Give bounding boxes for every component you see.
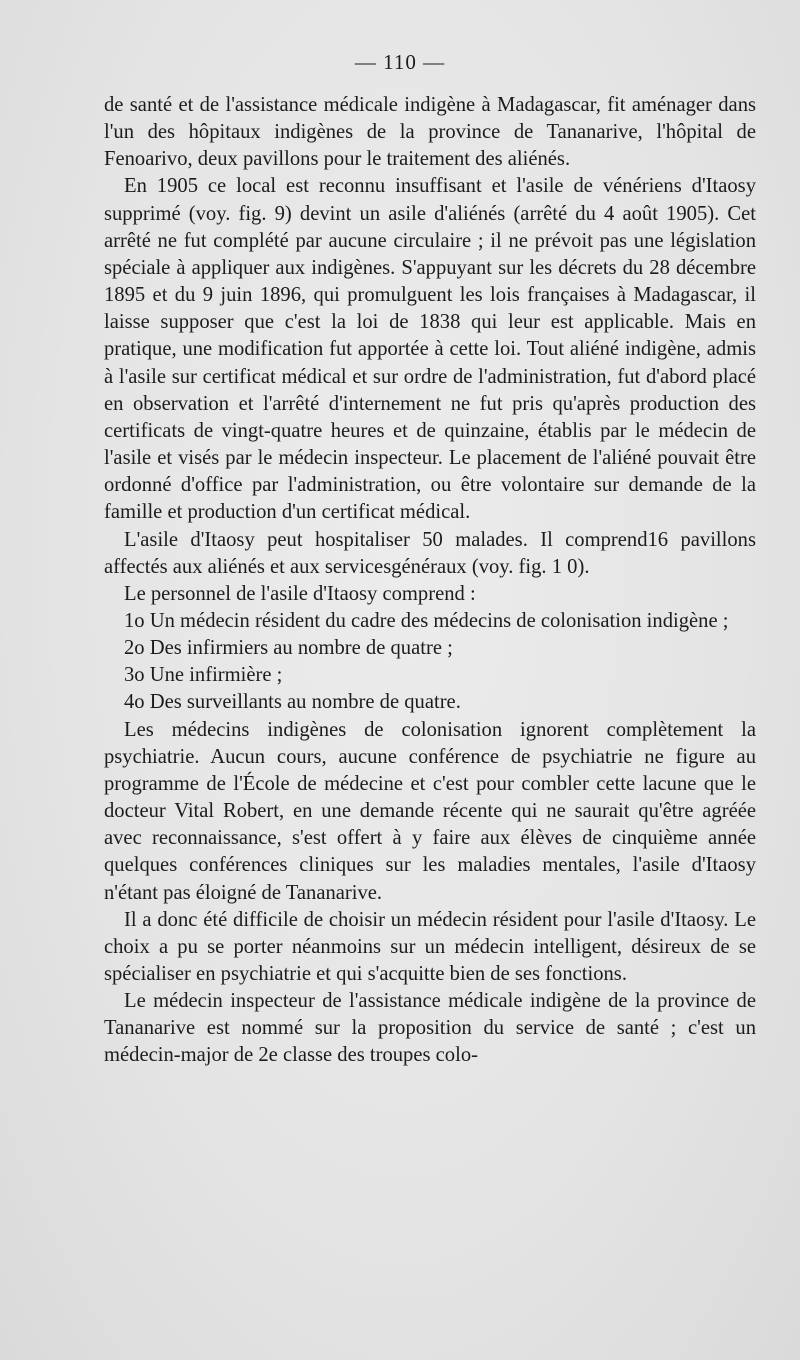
list-item: 2o Des infirmiers au nombre de quatre ; — [124, 637, 453, 660]
paragraph-psychiatry-training: Les médecins indigènes de colonisation ignorent complètement la psychiatrie. Aucun cours, aucune conférence de psychiatrie ne figure au programme de l'École de médecine et c'est pour combler cette lacune que le docteur Vital Robert, en une demande récente qui ne saurait qu'être agréée avec reconnaissance, s'est offert à y faire aux élèves de cinquième année quelques conférences cliniques sur les maladies mentales, l'asile d'Itaosy n'étant pas éloigné de Tananarive. — [104, 718, 756, 904]
body-text — [104, 92, 756, 1070]
staff-list — [104, 608, 756, 717]
list-item: 1o Un médecin résident du cadre des médecins de colonisation indigène ; — [124, 609, 729, 632]
list-item: 4o Des surveillants au nombre de quatre. — [124, 691, 461, 714]
paragraph-inspector: Le médecin inspecteur de l'assistance médicale indigène de la province de Tananarive est nommé sur la proposition du service de santé ; c'est un médecin-major de 2e classe des troupes colo- — [104, 990, 756, 1067]
paragraph-staff-intro: Le personnel de l'asile d'Itaosy comprend : — [124, 582, 476, 605]
paragraph-1905-asylum: En 1905 ce local est reconnu insuffisant et l'asile de vénériens d'Itaosy supprimé (voy. fig. 9) devint un asile d'aliénés (arrêté du 4 août 1905). Cet arrêté ne fut complété par aucune circulaire ; il ne prévoit pas une législation spéciale à appliquer aux indigènes. S'appuyant sur les décrets du 28 décembre 1895 et du 9 juin 1896, qui promulguent les lois françaises à Madagascar, il laisse supposer que c'est la loi de 1838 qui leur est applicable. Mais en pratique, une modification fut apportée à cette loi. Tout aliéné indigène, admis à l'asile sur certificat médical et sur ordre de l'administration, fut d'abord placé en observation et l'arrêté d'internement ne fut pris qu'après production des certificats de vingt-quatre heures et de quinzaine, établis par le médecin de l'asile et visés par le médecin inspecteur. Le placement de l'aliéné pouvait être ordonné d'office par l'administration, ou être volontaire sur demande de la famille et production d'un certificat médical. — [104, 175, 756, 524]
page-number: — 110 — — [354, 50, 446, 74]
paragraph-capacity: L'asile d'Itaosy peut hospitaliser 50 malades. Il comprend16 pavillons affectés aux aliénés et aux servicesgénéraux (voy. fig. 1 0). — [104, 528, 756, 578]
paragraph-continuation: de santé et de l'assistance médicale indigène à Madagascar, fit aménager dans l'un des hôpitaux indigènes de la province de Tananarive, l'hôpital de Fenoarivo, deux pavillons pour le traitement des aliénés. — [104, 94, 756, 171]
list-item: 3o Une infirmière ; — [124, 664, 283, 687]
paragraph-resident-choice: Il a donc été difficile de choisir un médecin résident pour l'asile d'Itaosy. Le choix a pu se porter néanmoins sur un médecin intelligent, désireux de se spécialiser en psychiatrie et qui s'acquitte bien de ses fonctions. — [104, 908, 756, 985]
